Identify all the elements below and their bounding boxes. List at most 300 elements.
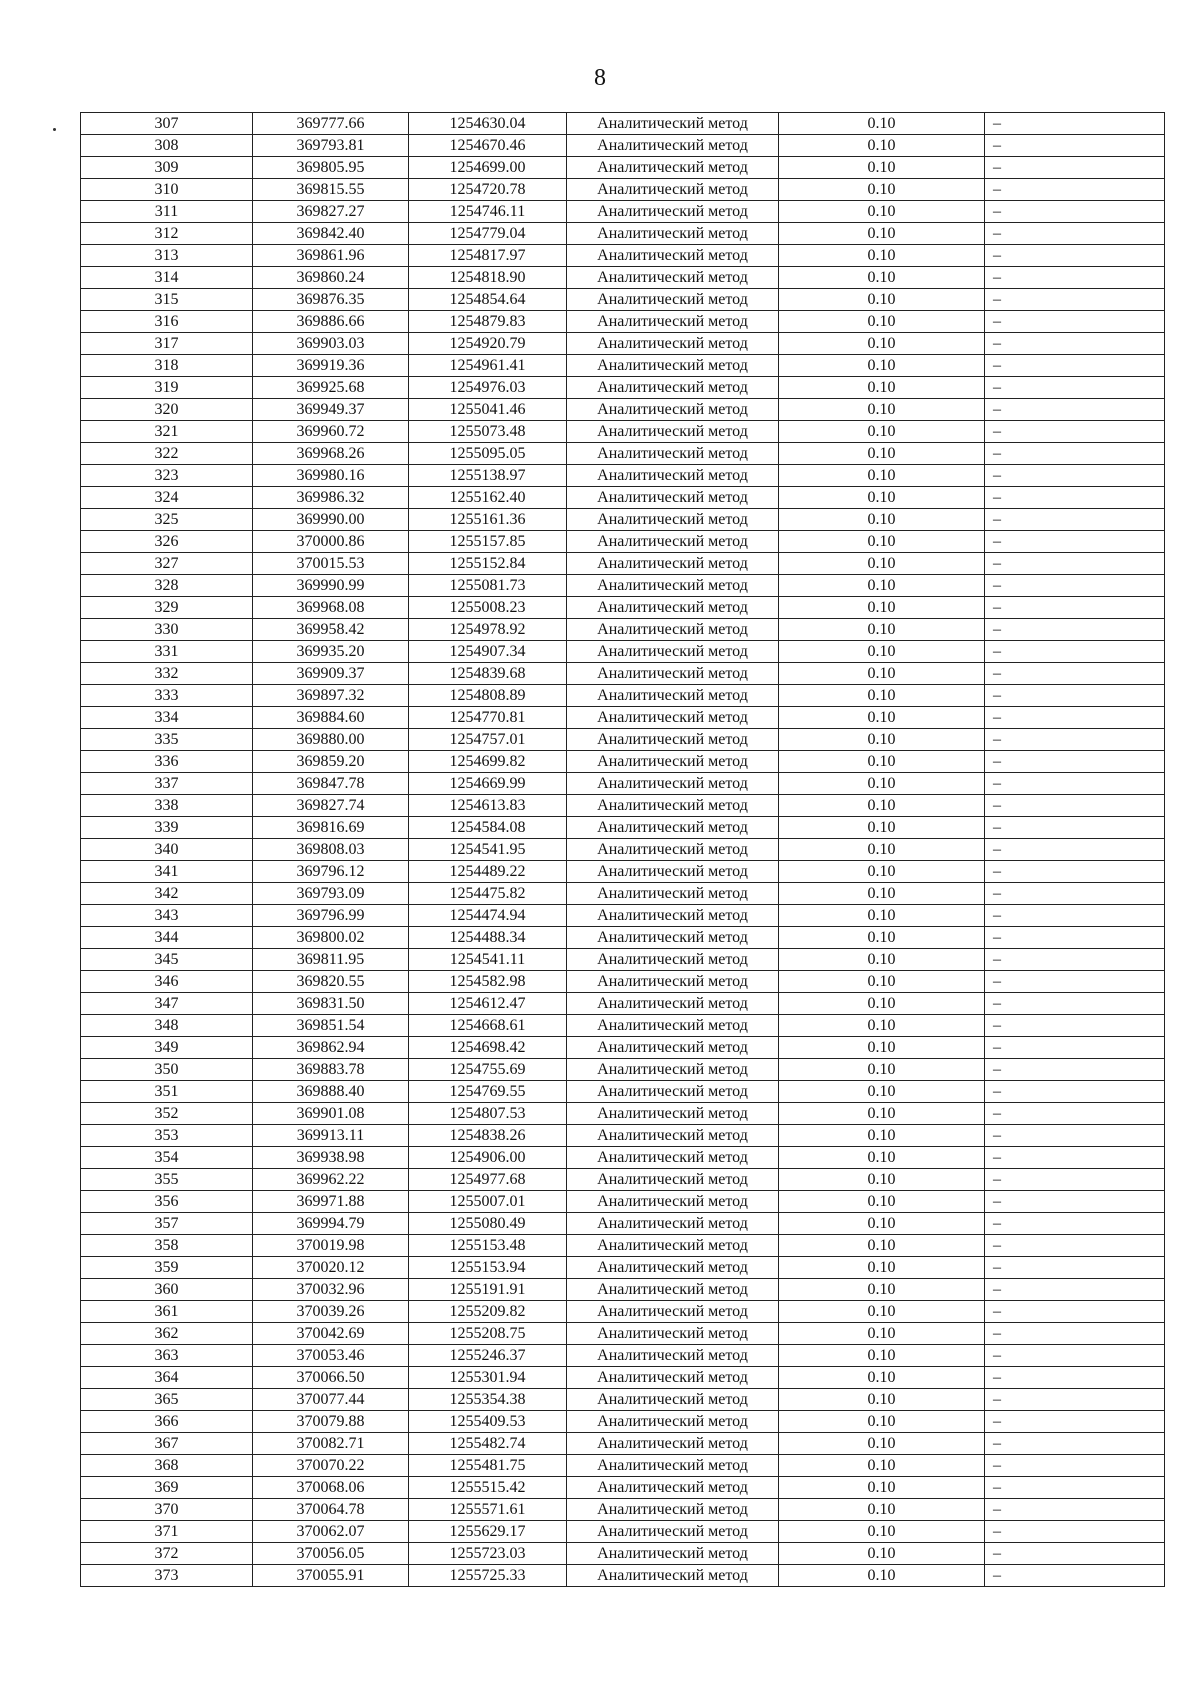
x-coordinate-cell: 369960.72 [253, 421, 409, 443]
point-number-cell: 325 [81, 509, 253, 531]
accuracy-cell: 0.10 [779, 575, 985, 597]
table-row [81, 993, 1165, 1015]
description-cell: – [985, 751, 1165, 773]
point-number-cell: 309 [81, 157, 253, 179]
y-coordinate-cell: 1254961.41 [409, 355, 567, 377]
point-number-cell: 329 [81, 597, 253, 619]
table-row [81, 553, 1165, 575]
description-cell: – [985, 377, 1165, 399]
description-cell: – [985, 1345, 1165, 1367]
method-cell: Аналитический метод [567, 487, 779, 509]
description-cell: – [985, 817, 1165, 839]
point-number-cell: 340 [81, 839, 253, 861]
method-cell: Аналитический метод [567, 1191, 779, 1213]
point-number-cell: 316 [81, 311, 253, 333]
table-row [81, 663, 1165, 685]
y-coordinate-cell: 1255153.48 [409, 1235, 567, 1257]
point-number-cell: 365 [81, 1389, 253, 1411]
table-row [81, 1301, 1165, 1323]
x-coordinate-cell: 369990.00 [253, 509, 409, 531]
method-cell: Аналитический метод [567, 135, 779, 157]
x-coordinate-cell: 369796.12 [253, 861, 409, 883]
y-coordinate-cell: 1254976.03 [409, 377, 567, 399]
description-cell: – [985, 597, 1165, 619]
table-row [81, 1147, 1165, 1169]
accuracy-cell: 0.10 [779, 377, 985, 399]
method-cell: Аналитический метод [567, 1543, 779, 1565]
y-coordinate-cell: 1254920.79 [409, 333, 567, 355]
method-cell: Аналитический метод [567, 685, 779, 707]
table-row [81, 685, 1165, 707]
table-row [81, 113, 1165, 135]
y-coordinate-cell: 1254779.04 [409, 223, 567, 245]
accuracy-cell: 0.10 [779, 861, 985, 883]
method-cell: Аналитический метод [567, 883, 779, 905]
description-cell: – [985, 663, 1165, 685]
method-cell: Аналитический метод [567, 949, 779, 971]
description-cell: – [985, 1499, 1165, 1521]
description-cell: – [985, 421, 1165, 443]
table-row [81, 1389, 1165, 1411]
table-row [81, 333, 1165, 355]
description-cell: – [985, 1455, 1165, 1477]
y-coordinate-cell: 1255073.48 [409, 421, 567, 443]
description-cell: – [985, 1169, 1165, 1191]
description-cell: – [985, 1433, 1165, 1455]
description-cell: – [985, 993, 1165, 1015]
accuracy-cell: 0.10 [779, 179, 985, 201]
coordinates-table [80, 112, 1165, 1587]
method-cell: Аналитический метод [567, 1301, 779, 1323]
accuracy-cell: 0.10 [779, 1499, 985, 1521]
point-number-cell: 336 [81, 751, 253, 773]
accuracy-cell: 0.10 [779, 1081, 985, 1103]
x-coordinate-cell: 369883.78 [253, 1059, 409, 1081]
point-number-cell: 308 [81, 135, 253, 157]
y-coordinate-cell: 1255629.17 [409, 1521, 567, 1543]
method-cell: Аналитический метод [567, 179, 779, 201]
x-coordinate-cell: 369859.20 [253, 751, 409, 773]
point-number-cell: 349 [81, 1037, 253, 1059]
y-coordinate-cell: 1255209.82 [409, 1301, 567, 1323]
x-coordinate-cell: 369831.50 [253, 993, 409, 1015]
accuracy-cell: 0.10 [779, 773, 985, 795]
method-cell: Аналитический метод [567, 1235, 779, 1257]
description-cell: – [985, 1543, 1165, 1565]
point-number-cell: 366 [81, 1411, 253, 1433]
description-cell: – [985, 1367, 1165, 1389]
y-coordinate-cell: 1254879.83 [409, 311, 567, 333]
table-row [81, 135, 1165, 157]
y-coordinate-cell: 1255007.01 [409, 1191, 567, 1213]
x-coordinate-cell: 369986.32 [253, 487, 409, 509]
accuracy-cell: 0.10 [779, 465, 985, 487]
description-cell: – [985, 509, 1165, 531]
y-coordinate-cell: 1254746.11 [409, 201, 567, 223]
point-number-cell: 326 [81, 531, 253, 553]
table-row [81, 311, 1165, 333]
y-coordinate-cell: 1254541.11 [409, 949, 567, 971]
method-cell: Аналитический метод [567, 575, 779, 597]
table-row [81, 201, 1165, 223]
x-coordinate-cell: 369968.08 [253, 597, 409, 619]
accuracy-cell: 0.10 [779, 1455, 985, 1477]
y-coordinate-cell: 1254808.89 [409, 685, 567, 707]
accuracy-cell: 0.10 [779, 905, 985, 927]
accuracy-cell: 0.10 [779, 1279, 985, 1301]
x-coordinate-cell: 369793.09 [253, 883, 409, 905]
y-coordinate-cell: 1254541.95 [409, 839, 567, 861]
description-cell: – [985, 795, 1165, 817]
accuracy-cell: 0.10 [779, 1301, 985, 1323]
point-number-cell: 361 [81, 1301, 253, 1323]
point-number-cell: 363 [81, 1345, 253, 1367]
description-cell: – [985, 1257, 1165, 1279]
table-row [81, 1323, 1165, 1345]
description-cell: – [985, 1213, 1165, 1235]
method-cell: Аналитический метод [567, 1345, 779, 1367]
method-cell: Аналитический метод [567, 113, 779, 135]
y-coordinate-cell: 1255481.75 [409, 1455, 567, 1477]
description-cell: – [985, 1059, 1165, 1081]
x-coordinate-cell: 369901.08 [253, 1103, 409, 1125]
y-coordinate-cell: 1255008.23 [409, 597, 567, 619]
table-row [81, 509, 1165, 531]
x-coordinate-cell: 369820.55 [253, 971, 409, 993]
accuracy-cell: 0.10 [779, 1433, 985, 1455]
table-row [81, 1279, 1165, 1301]
y-coordinate-cell: 1254474.94 [409, 905, 567, 927]
table-row [81, 443, 1165, 465]
accuracy-cell: 0.10 [779, 1323, 985, 1345]
description-cell: – [985, 905, 1165, 927]
description-cell: – [985, 1323, 1165, 1345]
x-coordinate-cell: 369842.40 [253, 223, 409, 245]
method-cell: Аналитический метод [567, 619, 779, 641]
method-cell: Аналитический метод [567, 1389, 779, 1411]
y-coordinate-cell: 1255246.37 [409, 1345, 567, 1367]
description-cell: – [985, 179, 1165, 201]
y-coordinate-cell: 1255080.49 [409, 1213, 567, 1235]
table-row [81, 927, 1165, 949]
x-coordinate-cell: 370020.12 [253, 1257, 409, 1279]
table-row [81, 1191, 1165, 1213]
x-coordinate-cell: 369777.66 [253, 113, 409, 135]
description-cell: – [985, 311, 1165, 333]
description-cell: – [985, 729, 1165, 751]
y-coordinate-cell: 1254854.64 [409, 289, 567, 311]
x-coordinate-cell: 370015.53 [253, 553, 409, 575]
description-cell: – [985, 223, 1165, 245]
table-row [81, 1235, 1165, 1257]
table-row [81, 157, 1165, 179]
x-coordinate-cell: 370056.05 [253, 1543, 409, 1565]
y-coordinate-cell: 1254978.92 [409, 619, 567, 641]
y-coordinate-cell: 1254807.53 [409, 1103, 567, 1125]
y-coordinate-cell: 1255161.36 [409, 509, 567, 531]
accuracy-cell: 0.10 [779, 1125, 985, 1147]
method-cell: Аналитический метод [567, 1279, 779, 1301]
description-cell: – [985, 707, 1165, 729]
table-row [81, 1103, 1165, 1125]
table-row [81, 861, 1165, 883]
point-number-cell: 324 [81, 487, 253, 509]
point-number-cell: 331 [81, 641, 253, 663]
x-coordinate-cell: 369827.27 [253, 201, 409, 223]
method-cell: Аналитический метод [567, 355, 779, 377]
y-coordinate-cell: 1254630.04 [409, 113, 567, 135]
x-coordinate-cell: 369851.54 [253, 1015, 409, 1037]
description-cell: – [985, 1015, 1165, 1037]
accuracy-cell: 0.10 [779, 1389, 985, 1411]
x-coordinate-cell: 369815.55 [253, 179, 409, 201]
x-coordinate-cell: 369805.95 [253, 157, 409, 179]
point-number-cell: 341 [81, 861, 253, 883]
table-row [81, 707, 1165, 729]
point-number-cell: 373 [81, 1565, 253, 1587]
table-row [81, 1499, 1165, 1521]
description-cell: – [985, 1279, 1165, 1301]
accuracy-cell: 0.10 [779, 707, 985, 729]
y-coordinate-cell: 1254817.97 [409, 245, 567, 267]
table-row [81, 1433, 1165, 1455]
x-coordinate-cell: 370042.69 [253, 1323, 409, 1345]
point-number-cell: 343 [81, 905, 253, 927]
table-body [81, 113, 1165, 1587]
table-row [81, 1455, 1165, 1477]
method-cell: Аналитический метод [567, 1433, 779, 1455]
accuracy-cell: 0.10 [779, 1213, 985, 1235]
table-row [81, 641, 1165, 663]
x-coordinate-cell: 370070.22 [253, 1455, 409, 1477]
table-row [81, 729, 1165, 751]
method-cell: Аналитический метод [567, 707, 779, 729]
point-number-cell: 352 [81, 1103, 253, 1125]
x-coordinate-cell: 369816.69 [253, 817, 409, 839]
x-coordinate-cell: 369888.40 [253, 1081, 409, 1103]
table-row [81, 377, 1165, 399]
point-number-cell: 355 [81, 1169, 253, 1191]
y-coordinate-cell: 1254818.90 [409, 267, 567, 289]
accuracy-cell: 0.10 [779, 1015, 985, 1037]
y-coordinate-cell: 1254699.82 [409, 751, 567, 773]
x-coordinate-cell: 369962.22 [253, 1169, 409, 1191]
description-cell: – [985, 575, 1165, 597]
accuracy-cell: 0.10 [779, 333, 985, 355]
method-cell: Аналитический метод [567, 861, 779, 883]
scan-speck [53, 128, 56, 131]
x-coordinate-cell: 369876.35 [253, 289, 409, 311]
description-cell: – [985, 949, 1165, 971]
y-coordinate-cell: 1255409.53 [409, 1411, 567, 1433]
method-cell: Аналитический метод [567, 399, 779, 421]
x-coordinate-cell: 369800.02 [253, 927, 409, 949]
table-row [81, 179, 1165, 201]
accuracy-cell: 0.10 [779, 1191, 985, 1213]
point-number-cell: 317 [81, 333, 253, 355]
table-row [81, 795, 1165, 817]
y-coordinate-cell: 1254584.08 [409, 817, 567, 839]
table-row [81, 839, 1165, 861]
table-row [81, 421, 1165, 443]
x-coordinate-cell: 370068.06 [253, 1477, 409, 1499]
x-coordinate-cell: 369886.66 [253, 311, 409, 333]
method-cell: Аналитический метод [567, 421, 779, 443]
point-number-cell: 357 [81, 1213, 253, 1235]
description-cell: – [985, 1521, 1165, 1543]
accuracy-cell: 0.10 [779, 1147, 985, 1169]
table-row [81, 597, 1165, 619]
description-cell: – [985, 773, 1165, 795]
description-cell: – [985, 619, 1165, 641]
accuracy-cell: 0.10 [779, 311, 985, 333]
y-coordinate-cell: 1255723.03 [409, 1543, 567, 1565]
method-cell: Аналитический метод [567, 1323, 779, 1345]
x-coordinate-cell: 369913.11 [253, 1125, 409, 1147]
y-coordinate-cell: 1255138.97 [409, 465, 567, 487]
description-cell: – [985, 971, 1165, 993]
accuracy-cell: 0.10 [779, 421, 985, 443]
accuracy-cell: 0.10 [779, 1235, 985, 1257]
method-cell: Аналитический метод [567, 1477, 779, 1499]
method-cell: Аналитический метод [567, 1103, 779, 1125]
page-number: 8 [594, 65, 606, 91]
description-cell: – [985, 135, 1165, 157]
point-number-cell: 367 [81, 1433, 253, 1455]
y-coordinate-cell: 1255157.85 [409, 531, 567, 553]
x-coordinate-cell: 370064.78 [253, 1499, 409, 1521]
y-coordinate-cell: 1254770.81 [409, 707, 567, 729]
method-cell: Аналитический метод [567, 1565, 779, 1587]
x-coordinate-cell: 369994.79 [253, 1213, 409, 1235]
description-cell: – [985, 1037, 1165, 1059]
accuracy-cell: 0.10 [779, 1543, 985, 1565]
accuracy-cell: 0.10 [779, 157, 985, 179]
x-coordinate-cell: 369971.88 [253, 1191, 409, 1213]
y-coordinate-cell: 1254488.34 [409, 927, 567, 949]
point-number-cell: 372 [81, 1543, 253, 1565]
accuracy-cell: 0.10 [779, 1367, 985, 1389]
description-cell: – [985, 443, 1165, 465]
point-number-cell: 347 [81, 993, 253, 1015]
table-row [81, 883, 1165, 905]
description-cell: – [985, 157, 1165, 179]
point-number-cell: 333 [81, 685, 253, 707]
description-cell: – [985, 1125, 1165, 1147]
y-coordinate-cell: 1254757.01 [409, 729, 567, 751]
point-number-cell: 328 [81, 575, 253, 597]
x-coordinate-cell: 369793.81 [253, 135, 409, 157]
accuracy-cell: 0.10 [779, 443, 985, 465]
method-cell: Аналитический метод [567, 1411, 779, 1433]
description-cell: – [985, 1235, 1165, 1257]
method-cell: Аналитический метод [567, 1125, 779, 1147]
accuracy-cell: 0.10 [779, 201, 985, 223]
y-coordinate-cell: 1255208.75 [409, 1323, 567, 1345]
x-coordinate-cell: 369897.32 [253, 685, 409, 707]
table-row [81, 1411, 1165, 1433]
table-row [81, 355, 1165, 377]
table-row [81, 531, 1165, 553]
x-coordinate-cell: 369919.36 [253, 355, 409, 377]
accuracy-cell: 0.10 [779, 399, 985, 421]
y-coordinate-cell: 1254698.42 [409, 1037, 567, 1059]
point-number-cell: 353 [81, 1125, 253, 1147]
point-number-cell: 342 [81, 883, 253, 905]
y-coordinate-cell: 1255095.05 [409, 443, 567, 465]
description-cell: – [985, 399, 1165, 421]
method-cell: Аналитический метод [567, 223, 779, 245]
accuracy-cell: 0.10 [779, 1037, 985, 1059]
method-cell: Аналитический метод [567, 927, 779, 949]
table-row [81, 1521, 1165, 1543]
y-coordinate-cell: 1255515.42 [409, 1477, 567, 1499]
point-number-cell: 312 [81, 223, 253, 245]
y-coordinate-cell: 1254489.22 [409, 861, 567, 883]
coordinates-table-container [80, 112, 1164, 1587]
x-coordinate-cell: 370032.96 [253, 1279, 409, 1301]
y-coordinate-cell: 1255191.91 [409, 1279, 567, 1301]
description-cell: – [985, 883, 1165, 905]
y-coordinate-cell: 1254670.46 [409, 135, 567, 157]
table-row [81, 223, 1165, 245]
accuracy-cell: 0.10 [779, 685, 985, 707]
method-cell: Аналитический метод [567, 1257, 779, 1279]
x-coordinate-cell: 370039.26 [253, 1301, 409, 1323]
point-number-cell: 348 [81, 1015, 253, 1037]
method-cell: Аналитический метод [567, 1213, 779, 1235]
point-number-cell: 315 [81, 289, 253, 311]
accuracy-cell: 0.10 [779, 641, 985, 663]
method-cell: Аналитический метод [567, 1037, 779, 1059]
table-row [81, 905, 1165, 927]
accuracy-cell: 0.10 [779, 267, 985, 289]
point-number-cell: 338 [81, 795, 253, 817]
method-cell: Аналитический метод [567, 1499, 779, 1521]
description-cell: – [985, 201, 1165, 223]
point-number-cell: 332 [81, 663, 253, 685]
method-cell: Аналитический метод [567, 773, 779, 795]
description-cell: – [985, 1389, 1165, 1411]
y-coordinate-cell: 1254769.55 [409, 1081, 567, 1103]
y-coordinate-cell: 1254906.00 [409, 1147, 567, 1169]
accuracy-cell: 0.10 [779, 289, 985, 311]
method-cell: Аналитический метод [567, 465, 779, 487]
table-row [81, 399, 1165, 421]
table-row [81, 1345, 1165, 1367]
y-coordinate-cell: 1254668.61 [409, 1015, 567, 1037]
table-row [81, 817, 1165, 839]
accuracy-cell: 0.10 [779, 883, 985, 905]
x-coordinate-cell: 369884.60 [253, 707, 409, 729]
x-coordinate-cell: 369862.94 [253, 1037, 409, 1059]
point-number-cell: 369 [81, 1477, 253, 1499]
method-cell: Аналитический метод [567, 267, 779, 289]
point-number-cell: 311 [81, 201, 253, 223]
y-coordinate-cell: 1254907.34 [409, 641, 567, 663]
y-coordinate-cell: 1254755.69 [409, 1059, 567, 1081]
accuracy-cell: 0.10 [779, 795, 985, 817]
x-coordinate-cell: 369860.24 [253, 267, 409, 289]
method-cell: Аналитический метод [567, 905, 779, 927]
method-cell: Аналитический метод [567, 531, 779, 553]
method-cell: Аналитический метод [567, 1169, 779, 1191]
point-number-cell: 310 [81, 179, 253, 201]
method-cell: Аналитический метод [567, 157, 779, 179]
accuracy-cell: 0.10 [779, 1103, 985, 1125]
point-number-cell: 319 [81, 377, 253, 399]
x-coordinate-cell: 369935.20 [253, 641, 409, 663]
